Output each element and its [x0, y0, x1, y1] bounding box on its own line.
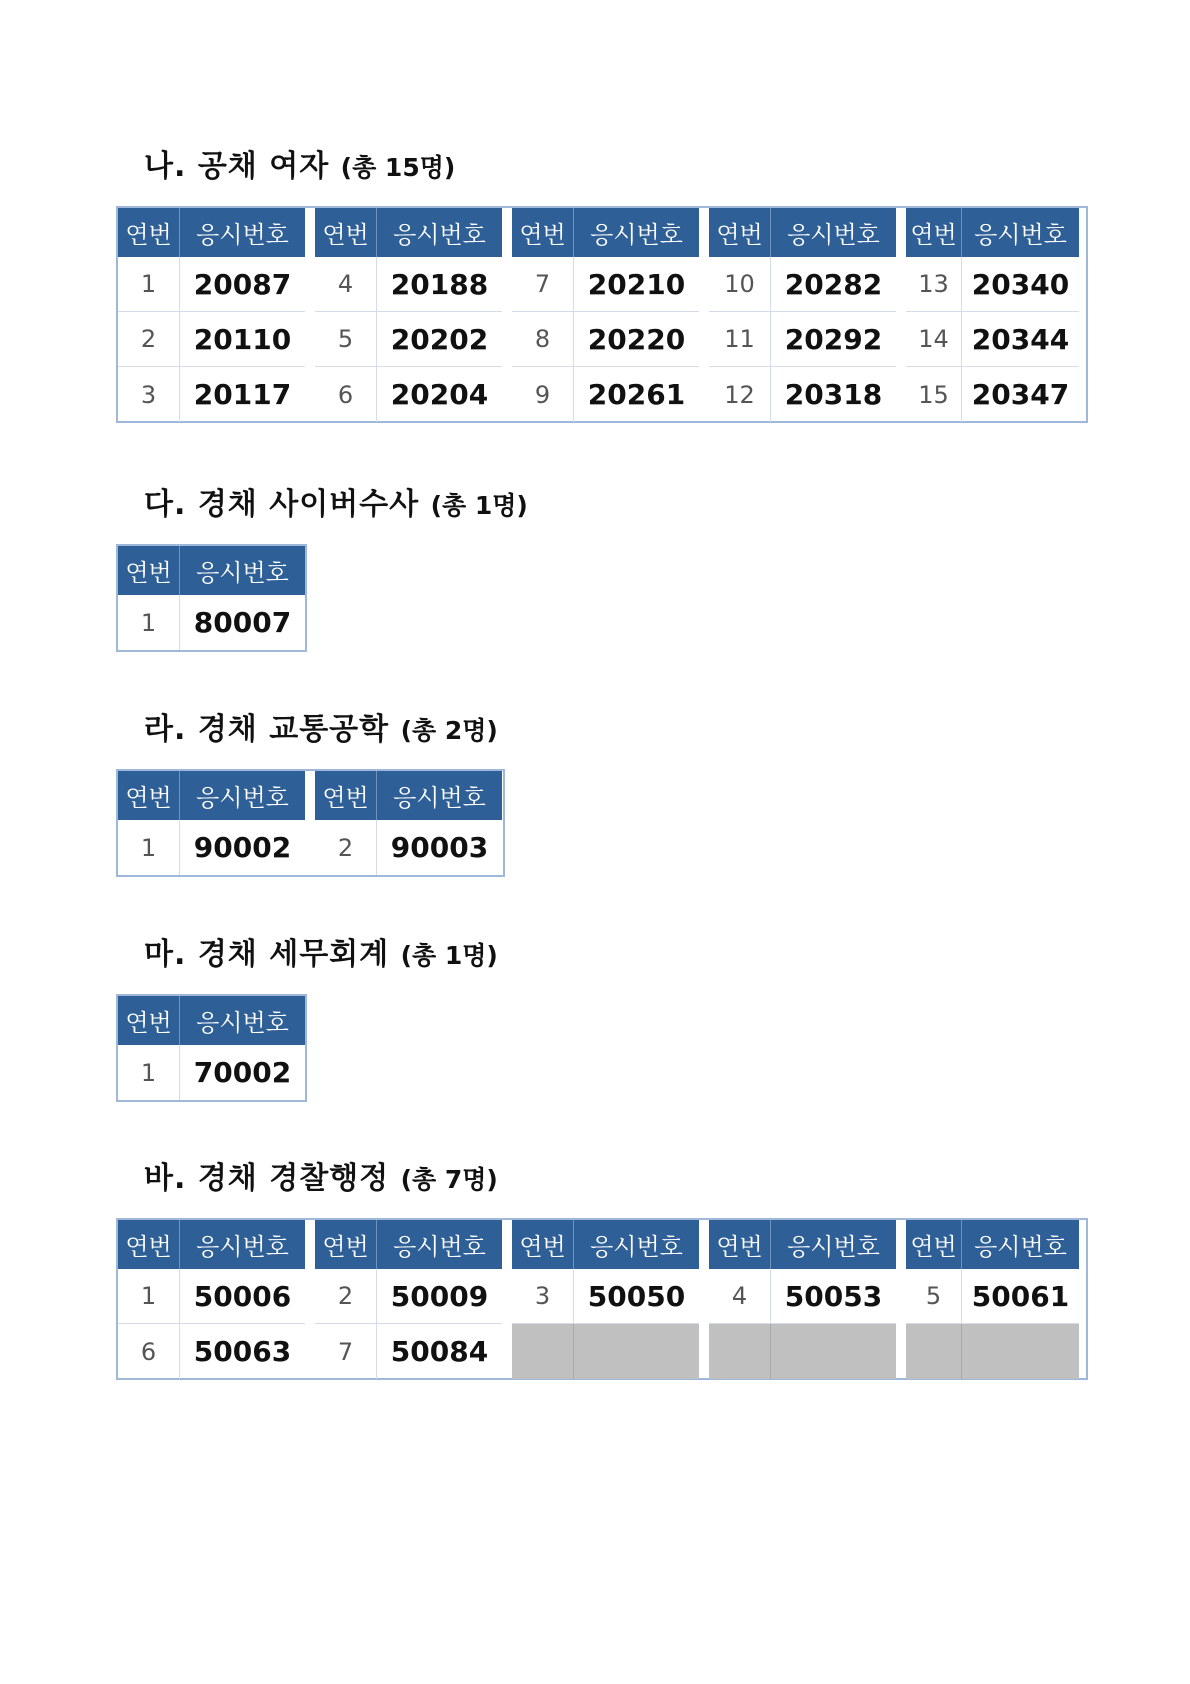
section-total: (총 7명) [400, 1165, 498, 1194]
table-header [118, 771, 305, 820]
row-num: 5 [906, 1269, 962, 1324]
row-id: 20282 [771, 257, 896, 312]
row-num: 15 [906, 367, 962, 422]
section-total: (총 15명) [340, 153, 456, 182]
table-header [118, 546, 305, 595]
row-num: 6 [315, 367, 377, 422]
row-num [512, 1324, 574, 1379]
table-row [315, 1269, 502, 1324]
section-name: 마. 경채 세무회계 [144, 937, 390, 972]
row-num: 14 [906, 312, 962, 367]
col-header-id: 응시번호 [787, 221, 880, 249]
row-num: 2 [315, 820, 377, 875]
table-row [709, 367, 896, 422]
table-row [709, 312, 896, 367]
row-id: 20261 [587, 378, 686, 411]
col-header-id: 응시번호 [393, 784, 486, 812]
row-num: 10 [709, 257, 771, 312]
table-group [709, 208, 896, 422]
section-title [144, 710, 498, 751]
row-num: 11 [709, 312, 771, 367]
col-header-id: 응시번호 [196, 1233, 289, 1261]
col-header-id: 응시번호 [974, 221, 1067, 249]
section-name: 다. 경채 사이버수사 [144, 487, 420, 522]
row-num: 1 [118, 595, 180, 650]
row-id: 50063 [193, 1335, 292, 1368]
table-row [512, 367, 699, 422]
table-row [118, 1045, 305, 1100]
col-header-id: 응시번호 [974, 1233, 1067, 1261]
row-id: 20347 [971, 378, 1070, 411]
table-group [906, 208, 1079, 422]
col-header-num: 연번 [118, 771, 180, 820]
row-id: 20110 [180, 312, 305, 367]
table-row [118, 820, 305, 875]
row-id: 20220 [574, 312, 699, 367]
col-header-id: 응시번호 [196, 221, 289, 249]
table-row [118, 367, 305, 422]
table-header [315, 208, 502, 257]
row-num: 7 [512, 257, 574, 312]
table-header [906, 208, 1079, 257]
col-header-num: 연번 [315, 771, 377, 820]
section-total: (총 1명) [400, 941, 498, 970]
row-num: 3 [118, 367, 180, 422]
col-header-num: 연번 [315, 208, 377, 257]
table-group [315, 208, 502, 422]
section-total: (총 2명) [400, 716, 498, 745]
table-row [118, 312, 305, 367]
applicant-table [116, 769, 505, 877]
section-name: 라. 경채 교통공학 [144, 712, 390, 747]
table-header [512, 1220, 699, 1269]
table-group [512, 208, 699, 422]
applicant-table [116, 544, 307, 652]
section-total: (총 1명) [430, 491, 528, 520]
table-row [315, 367, 502, 422]
row-id: 50006 [180, 1269, 305, 1324]
table-row [315, 820, 502, 875]
col-header-num: 연번 [906, 208, 962, 257]
table-row [906, 312, 1079, 367]
table-header [709, 1220, 896, 1269]
row-num: 2 [315, 1269, 377, 1324]
section-name: 나. 공채 여자 [144, 149, 330, 184]
table-row [118, 257, 305, 312]
table-row [512, 257, 699, 312]
applicant-table [116, 994, 307, 1102]
section-title [144, 485, 528, 526]
row-num: 8 [512, 312, 574, 367]
row-id: 20318 [784, 378, 883, 411]
row-id: 90002 [193, 831, 292, 864]
table-row [315, 312, 502, 367]
table-row [906, 1269, 1079, 1324]
col-header-id: 응시번호 [590, 221, 683, 249]
section-title [144, 147, 455, 188]
table-header [118, 208, 305, 257]
row-num: 1 [118, 820, 180, 875]
row-id: 20188 [377, 257, 502, 312]
table-row [709, 1269, 896, 1324]
row-num: 3 [512, 1269, 574, 1324]
row-num [709, 1324, 771, 1379]
row-id [574, 1324, 699, 1379]
table-group [709, 1220, 896, 1379]
applicant-table [116, 1218, 1088, 1380]
col-header-id: 응시번호 [393, 1233, 486, 1261]
table-group [315, 771, 502, 875]
table-header [906, 1220, 1079, 1269]
row-num: 9 [512, 367, 574, 422]
table-row [118, 595, 305, 650]
col-header-id: 응시번호 [196, 784, 289, 812]
row-id: 20340 [962, 257, 1079, 312]
section-title [144, 935, 498, 976]
table-group [118, 1220, 305, 1379]
row-id: 50053 [771, 1269, 896, 1324]
row-id: 20204 [390, 378, 489, 411]
table-row [512, 1269, 699, 1324]
table-row [709, 257, 896, 312]
table-group [315, 1220, 502, 1379]
col-header-id: 응시번호 [393, 221, 486, 249]
section-name: 바. 경채 경찰행정 [144, 1161, 390, 1196]
table-group [512, 1220, 699, 1379]
table-row [118, 1269, 305, 1324]
section-title [144, 1159, 498, 1200]
row-id: 20344 [962, 312, 1079, 367]
col-header-id: 응시번호 [196, 559, 289, 587]
row-id: 20117 [193, 378, 292, 411]
row-id [962, 1324, 1079, 1379]
col-header-num: 연번 [512, 1220, 574, 1269]
table-row-empty [512, 1324, 699, 1379]
table-header [709, 208, 896, 257]
table-header [315, 771, 502, 820]
table-group [906, 1220, 1079, 1379]
table-group [118, 996, 305, 1100]
table-header [118, 996, 305, 1045]
col-header-num: 연번 [118, 1220, 180, 1269]
row-id: 20087 [180, 257, 305, 312]
col-header-num: 연번 [118, 208, 180, 257]
row-num: 12 [709, 367, 771, 422]
row-id: 70002 [193, 1056, 292, 1089]
row-num: 2 [118, 312, 180, 367]
col-header-num: 연번 [709, 1220, 771, 1269]
col-header-id: 응시번호 [590, 1233, 683, 1261]
table-row [512, 312, 699, 367]
col-header-num: 연번 [906, 1220, 962, 1269]
table-row [315, 1324, 502, 1379]
table-row [906, 257, 1079, 312]
table-row [315, 257, 502, 312]
applicant-table [116, 206, 1088, 423]
col-header-id: 응시번호 [787, 1233, 880, 1261]
row-num: 4 [709, 1269, 771, 1324]
row-num: 5 [315, 312, 377, 367]
row-num: 1 [118, 1269, 180, 1324]
row-num: 4 [315, 257, 377, 312]
table-row [906, 367, 1079, 422]
row-id: 50084 [390, 1335, 489, 1368]
table-row-empty [906, 1324, 1079, 1379]
table-group [118, 546, 305, 650]
row-id: 90003 [390, 831, 489, 864]
col-header-num: 연번 [315, 1220, 377, 1269]
row-id: 20202 [377, 312, 502, 367]
row-num: 7 [315, 1324, 377, 1379]
table-header [118, 1220, 305, 1269]
row-id: 50050 [574, 1269, 699, 1324]
col-header-id: 응시번호 [196, 1009, 289, 1037]
table-group [118, 208, 305, 422]
row-id: 50009 [377, 1269, 502, 1324]
row-num [906, 1324, 962, 1379]
col-header-num: 연번 [709, 208, 771, 257]
table-header [512, 208, 699, 257]
row-num: 6 [118, 1324, 180, 1379]
table-group [118, 771, 305, 875]
table-header [315, 1220, 502, 1269]
row-num: 1 [118, 257, 180, 312]
col-header-num: 연번 [118, 546, 180, 595]
row-id: 20210 [574, 257, 699, 312]
row-num: 13 [906, 257, 962, 312]
col-header-num: 연번 [118, 996, 180, 1045]
table-row [118, 1324, 305, 1379]
table-row-empty [709, 1324, 896, 1379]
row-id: 80007 [193, 606, 292, 639]
row-id [771, 1324, 896, 1379]
row-num: 1 [118, 1045, 180, 1100]
row-id: 20292 [771, 312, 896, 367]
row-id: 50061 [962, 1269, 1079, 1324]
col-header-num: 연번 [512, 208, 574, 257]
